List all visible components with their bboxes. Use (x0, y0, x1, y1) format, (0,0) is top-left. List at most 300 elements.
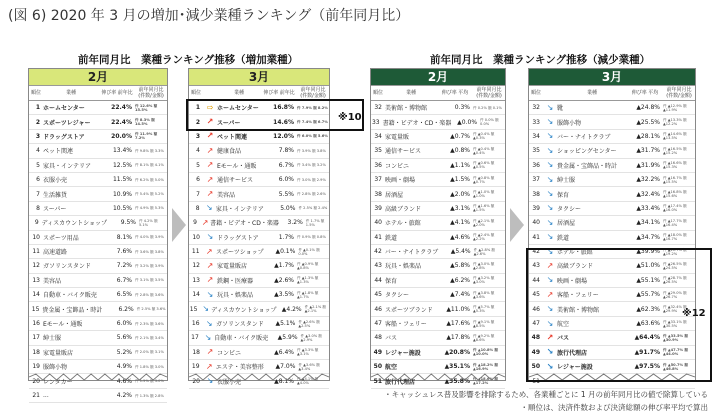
table-row (371, 159, 505, 173)
growth-rate-cell: ▲4.1% (450, 219, 470, 227)
growth-rate-cell: 12.0% (273, 132, 294, 140)
rank-cell: 49 (531, 348, 540, 356)
rank-cell: 33 (532, 118, 540, 126)
industry-name-cell: ショッピングセンター (557, 148, 617, 156)
table-row (189, 187, 329, 201)
trend-down-icon: ↘ (204, 332, 212, 342)
rank-cell: 34 (374, 132, 382, 140)
growth-rate-cell: ▲20.8% (444, 348, 470, 356)
industry-name-cell: 保育 (385, 277, 398, 285)
rank-cell: 10 (192, 233, 200, 241)
industry-name-cell: ペット関連 (43, 148, 74, 156)
rank-cell: 44 (374, 276, 382, 284)
industry-name-cell: 美容品 (217, 191, 236, 199)
growth-rate-cell: ▲28.1% (636, 132, 660, 140)
yoy-detail-cell: 件 0.9% 額 0.8% (297, 235, 326, 240)
trend-down-icon: ↘ (546, 361, 554, 371)
yoy-detail-cell: 件 ▲0.8% 額 ▲0.7% (473, 175, 495, 184)
growth-rate-cell: ▲4.6% (450, 233, 470, 241)
annotation-label-decrease: ※12 (682, 308, 706, 319)
growth-rate-cell: ▲39.9% (636, 248, 660, 256)
rank-cell: 3 (35, 132, 40, 140)
trend-up-icon: ↗ (201, 217, 209, 227)
table-row (529, 231, 695, 245)
rank-cell: 18 (32, 348, 40, 356)
trend-up-icon: ↗ (546, 289, 554, 299)
rank-cell: 17 (32, 334, 40, 342)
growth-rate-cell: ▲3.5% (274, 291, 294, 299)
industry-name-cell: 鉄道 (557, 234, 570, 242)
rank-cell: 45 (374, 291, 382, 299)
growth-rate-cell: ▲2.6% (274, 276, 294, 284)
yoy-detail-cell: 件 3.0% 額 2.9% (297, 177, 326, 182)
rank-cell: 35 (532, 147, 540, 155)
yoy-detail-cell: 件 ▲14.6% 額 ▲13.5% (663, 132, 687, 141)
trend-down-icon: ↘ (546, 145, 554, 155)
yoy-detail-cell: 件 ▲33.1% 額 ▲30.5% (663, 319, 687, 328)
industry-name-cell: エステ・美容整形 (215, 364, 264, 372)
table-row (189, 130, 329, 144)
yoy-detail-cell: 件 ▲28.7% 額 ▲26.5% (663, 276, 687, 285)
yoy-detail-cell: 件 12.6% 額 15.5% (135, 103, 158, 112)
growth-rate-cell: 6.7% (116, 276, 132, 284)
yoy-detail-cell: 件 3.1% 額 3.5% (135, 278, 164, 283)
growth-rate-cell: ▲32.4% (636, 190, 660, 198)
yoy-detail-cell: 件 ▲16.7% 額 ▲15.5% (663, 175, 687, 184)
yoy-detail-cell: 件 ▲0.1% 額 0.0% (298, 247, 320, 256)
industry-name-cell: レジャー施設 (385, 349, 421, 357)
industry-name-cell: 居酒屋 (557, 220, 576, 228)
industry-name-cell: 映画・劇場 (385, 177, 416, 185)
growth-rate-cell: ▲35.1% (444, 363, 470, 371)
growth-rate-cell: 11.5% (112, 176, 132, 184)
industry-name-cell: 美容品 (43, 277, 62, 285)
trend-down-icon: ↘ (546, 117, 554, 127)
trend-down-icon: ↘ (546, 304, 554, 314)
rank-cell: 33 (371, 118, 380, 126)
rank-cell: 15 (31, 305, 40, 313)
trend-up-icon: ↗ (206, 160, 214, 170)
table-row (29, 173, 167, 187)
rank-cell: 48 (374, 334, 382, 342)
column-header: 順位 業種 伸び率 前年比 前年同月比 (件数/金額) (29, 86, 167, 101)
footnote-1: ・キャッシュレス普及影響を排除するため、各業種ごとに 1 月の前年同月比の値で除算している (384, 390, 708, 399)
growth-rate-cell: ▲25.5% (636, 118, 660, 126)
growth-rate-cell: ▲51.0% (636, 262, 660, 270)
growth-rate-cell: 20.0% (111, 132, 132, 140)
growth-rate-cell: ▲31.7% (636, 147, 660, 155)
yoy-detail-cell: 件 ▲18.0% 額 ▲16.7% (663, 233, 687, 242)
yoy-detail-cell: 件 ▲20.7% 額 ▲19.2% (663, 247, 687, 256)
industry-name-cell: バス (385, 335, 398, 343)
yoy-detail-cell: 件 2.0% 額 3.1% (135, 350, 164, 355)
industry-name-cell: 航空 (385, 364, 398, 372)
industry-name-cell: レジャー施設 (557, 364, 593, 372)
rank-cell: 9 (193, 219, 197, 227)
rank-cell: 21 (32, 392, 40, 399)
industry-name-cell: 生活雑貨 (43, 191, 68, 199)
yoy-detail-cell: 件 1.5% 額 3.0% (135, 379, 164, 384)
yoy-detail-cell: 件 ▲4.1% 額 ▲4.0% (297, 377, 319, 386)
yoy-detail-cell: 件 ▲1.3% 額 ▲1.3% (297, 276, 319, 285)
growth-rate-cell: ▲1.1% (450, 161, 470, 169)
industry-name-cell: 通信サービス (217, 177, 254, 185)
industry-name-cell: 居酒屋 (385, 191, 404, 199)
trend-down-icon: ↘ (205, 318, 213, 328)
rank-cell: 9 (34, 219, 39, 227)
table-row (371, 216, 505, 230)
growth-rate-cell: 12.5% (112, 161, 132, 169)
rank-cell: 50 (531, 363, 540, 371)
yoy-detail-cell: 件 ▲3.0% 額 ▲2.8% (473, 261, 495, 270)
industry-name-cell: 家電量販店 (43, 349, 74, 357)
industry-name-cell: スポーツ用品 (43, 234, 79, 242)
table-row (189, 231, 329, 245)
yoy-detail-cell: 件 3.9% 額 3.8% (297, 148, 326, 153)
rank-cell: 5 (36, 161, 40, 169)
industry-name-cell: Eモール・通販 (217, 162, 257, 170)
industry-name-cell: ホームセンター (217, 105, 259, 113)
trend-down-icon: ↘ (206, 376, 214, 386)
industry-name-cell: 服飾小物 (557, 119, 582, 127)
growth-rate-cell: ▲55.1% (636, 276, 660, 284)
yoy-detail-cell: 件 ▲2.8% 額 ▲2.6% (473, 247, 495, 256)
industry-name-cell: バー・ナイトクラブ (557, 133, 611, 141)
rank-cell: 2 (195, 118, 200, 126)
table-row (189, 144, 329, 158)
industry-name-cell: ガソリンスタンド (43, 263, 91, 271)
table-row (371, 259, 505, 273)
rank-cell: 32 (532, 104, 540, 112)
rank-cell: 42 (374, 248, 382, 256)
rank-cell: 7 (36, 190, 40, 198)
yoy-detail-cell: 件 5.4% 額 5.2% (135, 192, 164, 197)
industry-name-cell: 靴 (557, 105, 564, 113)
growth-rate-cell: ▲34.7% (636, 233, 660, 241)
industry-name-cell: 服飾小物 (43, 364, 68, 372)
industry-name-cell: ホテル・旅館 (385, 220, 421, 228)
industry-name-cell: スポーツレジャー (43, 119, 91, 127)
table-row (29, 231, 167, 245)
table-row (29, 259, 167, 273)
growth-rate-cell: ▲5.9% (277, 334, 298, 342)
yoy-detail-cell: 件 ▲1.6% 額 ▲1.5% (473, 204, 495, 213)
yoy-detail-cell: 件 ▲2.1% 額 ▲2.0% (473, 218, 495, 227)
industry-name-cell: 衣服小売 (217, 378, 242, 386)
rank-cell: 6 (196, 176, 200, 184)
table-row (189, 360, 329, 374)
yoy-detail-cell: 件 ▲50.7% 額 ▲46.8% (663, 362, 688, 371)
industry-name-cell: 玩具・娯楽品 (385, 263, 422, 271)
rank-cell: 34 (532, 132, 540, 140)
yoy-detail-cell: 件 7.9% 額 8.2% (297, 105, 328, 110)
trend-down-icon: ↘ (546, 217, 554, 227)
table-row (371, 173, 505, 187)
table-row (529, 173, 695, 187)
rank-cell: 19 (191, 363, 200, 371)
growth-rate-cell: 22.4% (111, 104, 132, 112)
yoy-detail-cell: 件 ▲12.9% 額 ▲11.9% (663, 103, 687, 112)
growth-rate-cell: ▲3.1% (450, 204, 470, 212)
table-row (529, 144, 695, 158)
rank-cell: 44 (532, 276, 540, 284)
industry-name-cell: 映画・劇場 (557, 277, 588, 285)
table-row (29, 187, 167, 201)
rank-cell: 43 (532, 262, 540, 270)
trend-down-icon: ↘ (546, 131, 554, 141)
yoy-detail-cell: 件 ▲9.2% 額 ▲8.6% (473, 333, 495, 342)
growth-rate-cell: 5.0% (280, 204, 296, 212)
yoy-detail-cell: 件 4.2% 額 5.1% (138, 218, 158, 227)
industry-name-cell: ペット関連 (217, 133, 248, 141)
table-row (189, 259, 329, 273)
figure-title: (図 6) 2020 年 3 月の増加･減少業種ランキング（前年同月比） (8, 8, 410, 24)
growth-rate-cell: 6.0% (116, 320, 132, 328)
yoy-detail-cell: 件 ▲2.1% 額 ▲2.1% (304, 305, 326, 314)
table-row (371, 245, 505, 259)
month-header: 3月 (529, 69, 695, 86)
trend-down-icon: ↘ (546, 174, 554, 184)
growth-rate-cell: 16.8% (273, 104, 294, 112)
rank-cell: 38 (532, 190, 540, 198)
rank-cell: 3 (195, 132, 200, 140)
growth-rate-cell: 3.2% (287, 219, 303, 227)
table-row (29, 245, 167, 259)
table-row (371, 346, 505, 360)
yoy-detail-cell: 件 2.1% 額 3.4% (135, 335, 164, 340)
rank-cell: 2 (35, 118, 40, 126)
trend-up-icon: ↗ (206, 347, 214, 357)
industry-name-cell: 衣服小売 (43, 177, 68, 185)
ranking-rows (371, 101, 505, 389)
growth-rate-cell: ▲7.4% (450, 291, 470, 299)
rank-cell: 8 (195, 204, 200, 212)
yoy-detail-cell: 件 ▲3.6% 額 ▲3.4% (298, 362, 320, 371)
industry-name-cell: 高級ブランド (385, 205, 422, 213)
growth-rate-cell: ▲5.4% (450, 248, 471, 256)
rank-cell: 41 (532, 233, 540, 241)
rank-cell: 38 (374, 190, 382, 198)
growth-rate-cell: 14.6% (273, 118, 294, 126)
increase-title: 前年同月比 業種ランキング推移（増加業種） (78, 54, 299, 66)
rank-cell: 37 (374, 176, 382, 184)
yoy-detail-cell: 件 7.4% 額 6.7% (297, 120, 328, 125)
growth-rate-cell: ▲4.2% (281, 305, 302, 313)
yoy-detail-cell: 件 ▲5.7% 額 ▲5.3% (473, 305, 495, 314)
rank-cell: 51 (532, 377, 540, 385)
yoy-detail-cell: 件 ▲1.8% 額 ▲1.7% (297, 290, 319, 299)
industry-name-cell: 美術館・博物館 (385, 105, 428, 113)
growth-rate-cell: ▲0.7% (450, 132, 470, 140)
growth-rate-cell: 5.2% (116, 348, 132, 356)
table-row (371, 288, 505, 302)
table-row (189, 159, 329, 173)
rank-cell: 47 (532, 320, 540, 328)
trend-down-icon: ↘ (546, 275, 554, 285)
industry-name-cell: スーパー (43, 205, 67, 213)
growth-rate-cell: 6.0% (278, 176, 294, 184)
growth-rate-cell: ▲34.1% (636, 219, 660, 227)
yoy-detail-cell: 件 ▲3.8% 額 ▲3.6% (473, 290, 495, 299)
trend-down-icon: ↘ (546, 347, 554, 357)
industry-name-cell: 美術館・博物館 (557, 306, 600, 314)
yoy-detail-cell: 件 ▲16.5% 額 ▲15.2% (663, 146, 687, 155)
table-row (189, 245, 329, 259)
industry-name-cell: 客船・フェリー (557, 292, 599, 300)
growth-rate-cell: ▲17.8% (446, 334, 470, 342)
growth-rate-cell: ▲24.8% (636, 104, 660, 112)
rank-cell: 18 (192, 348, 200, 356)
table-row (29, 389, 167, 403)
yoy-detail-cell: 件 1.7% 額 1.5% (305, 218, 325, 227)
growth-rate-cell: 10.5% (112, 204, 132, 212)
rank-cell: 36 (374, 161, 382, 169)
yoy-detail-cell: 件 4.0% 額 3.9% (135, 235, 164, 240)
industry-name-cell: 玩具・娯楽品 (217, 292, 254, 300)
yoy-detail-cell: 件 8.1% 額 4.1% (135, 163, 164, 168)
industry-name-cell: タクシー (385, 292, 410, 300)
growth-rate-cell: ▲8.1% (274, 377, 294, 385)
table-row (29, 346, 167, 360)
yoy-detail-cell: 件 ▲2.6% 額 ▲2.5% (298, 319, 320, 328)
growth-rate-cell: 8.1% (116, 233, 132, 241)
table-row (371, 360, 505, 374)
yoy-detail-cell: 件 ▲16.6% 額 ▲15.3% (663, 161, 687, 170)
trend-down-icon: ↘ (546, 246, 554, 256)
rank-cell: 36 (532, 161, 540, 169)
table-row (371, 331, 505, 345)
yoy-detail-cell: 件 2.5% 額 3.6% (136, 307, 166, 312)
rank-cell: 51 (373, 377, 382, 385)
rank-cell: 39 (532, 204, 540, 212)
table-row (371, 302, 505, 316)
column-header: 順位 業種 伸び率 平均 前年同月比 (件数/金額) (371, 86, 505, 101)
table-row (371, 274, 505, 288)
growth-rate-cell: 6.2% (118, 305, 134, 313)
rank-cell: 11 (32, 248, 40, 256)
table-row (371, 317, 505, 331)
growth-rate-cell: ▲7.0% (275, 363, 296, 371)
industry-name-cell: バス (557, 335, 570, 343)
growth-rate-cell: ▲64.4% (634, 334, 660, 342)
table-row (189, 202, 329, 216)
industry-name-cell: 家具・インテリア (43, 162, 92, 170)
trend-up-icon: ↗ (546, 332, 554, 342)
growth-rate-cell: ▲31.9% (636, 161, 660, 169)
trend-down-icon: ↘ (205, 203, 213, 213)
industry-name-cell: バー・ナイトクラブ (384, 249, 439, 257)
rank-cell: 49 (373, 348, 382, 356)
increase-feb-panel (28, 68, 168, 399)
rank-cell: 46 (532, 305, 540, 313)
industry-name-cell: ガソリンスタンド (215, 321, 264, 329)
yoy-detail-cell: 件 ▲0.4% 額 ▲0.4% (473, 146, 495, 155)
yoy-detail-cell: 件 2.8% 額 3.6% (135, 292, 164, 297)
yoy-detail-cell: 件 ▲0.4% 額 ▲0.3% (473, 132, 495, 141)
growth-rate-cell: ▲2.0% (450, 190, 470, 198)
yoy-detail-cell: 件 ▲1.0% 額 ▲1.0% (473, 190, 495, 199)
trend-down-icon: ↘ (546, 160, 554, 170)
growth-rate-cell: ▲35.8% (444, 377, 470, 385)
trend-down-icon: ↘ (546, 189, 554, 199)
table-row (29, 331, 167, 345)
trend-down-icon: ↘ (546, 232, 554, 242)
rank-cell: 4 (36, 147, 40, 155)
industry-name-cell: 旅行代理店 (557, 349, 588, 357)
yoy-detail-cell: 件 ▲32.4% 額 ▲29.9% (663, 305, 687, 314)
table-break-line (29, 374, 167, 380)
trend-flat-icon: ⇨ (206, 102, 214, 112)
rank-cell: 19 (32, 363, 40, 371)
growth-rate-cell: ▲5.8% (450, 262, 470, 270)
growth-rate-cell: 5.6% (116, 334, 132, 342)
table-row (529, 101, 695, 115)
industry-name-cell: 通信サービス (385, 148, 422, 156)
industry-name-cell: 自動車・バイク販売 (214, 335, 269, 343)
growth-rate-cell: 6.5% (116, 291, 132, 299)
rank-cell: 20 (192, 377, 200, 385)
table-row (529, 159, 695, 173)
trend-up-icon: ↗ (206, 131, 214, 141)
column-header: 順位 業種 伸び率 平均 前年同月比 (件数/金額) (529, 86, 695, 101)
yoy-detail-cell: 件 ▲18.6% 額 ▲17.2% (473, 377, 498, 386)
yoy-detail-cell: 件 ▲3.0% 額 ▲2.9% (300, 333, 322, 342)
table-row (371, 101, 505, 115)
table-row (371, 202, 505, 216)
growth-rate-cell: ▲62.3% (636, 305, 660, 313)
trend-down-icon: ↘ (546, 203, 554, 213)
rank-cell: 45 (532, 291, 540, 299)
arrow-right-icon (510, 208, 524, 242)
trend-up-icon: ↗ (205, 361, 213, 371)
trend-down-icon: ↘ (206, 232, 214, 242)
table-row (189, 331, 329, 345)
rank-cell: 16 (191, 320, 200, 328)
industry-name-cell: Eモール・通販 (43, 321, 83, 329)
rank-cell: 11 (191, 248, 200, 256)
rank-cell: 20 (32, 377, 40, 385)
trend-down-icon: ↘ (546, 318, 554, 328)
industry-name-cell: 高速道路 (43, 249, 68, 257)
industry-name-cell: 書籍・ビデオ・CD・楽器 (210, 220, 279, 228)
yoy-detail-cell: 件 2.3% 額 3.6% (135, 321, 164, 326)
industry-name-cell: タクシー (557, 205, 582, 213)
yoy-detail-cell: 件 2.5% 額 2.4% (298, 206, 328, 211)
yoy-detail-cell: 件 ▲3.2% 額 ▲3.0% (473, 276, 495, 285)
rank-cell: 13 (32, 276, 40, 284)
growth-rate-cell: ▲91.7% (634, 348, 660, 356)
table-row (529, 115, 695, 129)
table-row (29, 360, 167, 374)
industry-name-cell: 健康食品 (217, 148, 242, 156)
industry-name-cell: 紳士服 (43, 335, 62, 343)
rank-cell: 40 (374, 219, 382, 227)
yoy-detail-cell: 件 3.2% 額 3.9% (135, 263, 164, 268)
decrease-feb-panel (370, 68, 506, 386)
trend-up-icon: ↗ (206, 145, 214, 155)
month-header: 2月 (29, 69, 167, 86)
industry-name-cell: コンビニ (217, 349, 242, 357)
industry-name-cell: コンビニ (385, 162, 410, 170)
trend-down-icon: ↘ (206, 289, 214, 299)
rank-cell: 47 (374, 320, 382, 328)
rank-cell: 14 (32, 291, 40, 299)
industry-name-cell: 貴金属・宝飾品・時計 (42, 306, 103, 314)
yoy-detail-cell: 件 4.9% 額 5.3% (135, 206, 164, 211)
growth-rate-cell: ▲6.2% (450, 276, 470, 284)
table-row (189, 173, 329, 187)
yoy-detail-cell: 件 ▲17.4% 額 ▲16.0% (663, 204, 687, 213)
